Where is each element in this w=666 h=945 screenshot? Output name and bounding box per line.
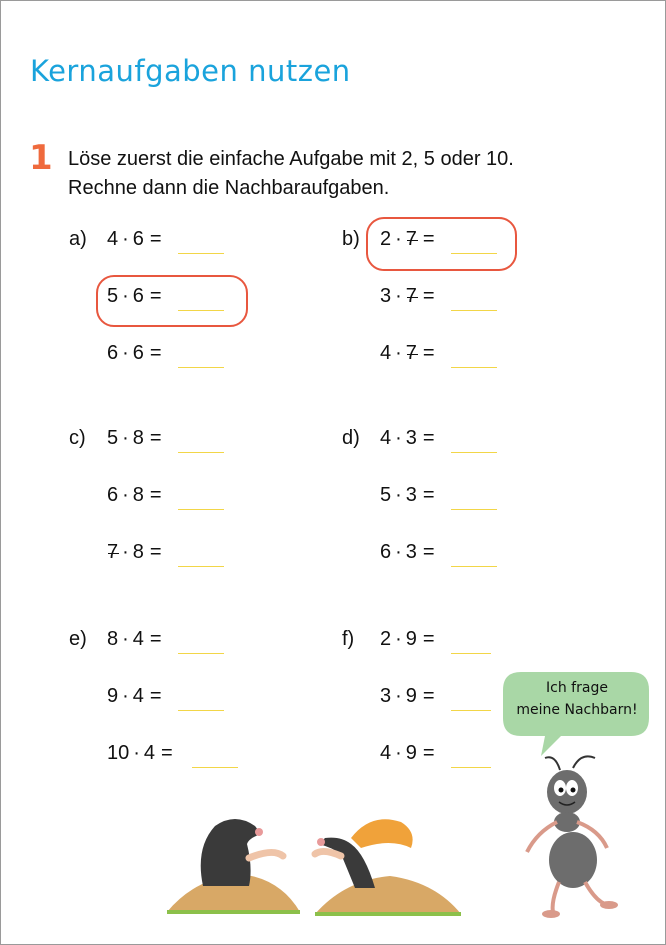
times-sign: · xyxy=(122,541,129,563)
factor-1: 6 xyxy=(380,541,392,563)
multiplication-task xyxy=(107,742,173,765)
times-sign: · xyxy=(395,628,402,650)
factor-1: 10 xyxy=(107,742,130,764)
multiplication-task xyxy=(380,427,435,450)
times-sign: · xyxy=(133,742,140,764)
group-label: b) xyxy=(342,228,360,250)
task-number: 1 xyxy=(29,138,53,178)
core-task-circle-b xyxy=(366,217,517,271)
answer-blank[interactable] xyxy=(451,452,497,453)
times-sign: · xyxy=(395,228,402,250)
equals-sign: = xyxy=(422,342,435,364)
factor-2: 8 xyxy=(132,541,144,563)
times-sign: · xyxy=(395,685,402,707)
equals-sign: = xyxy=(149,685,162,707)
equals-sign: = xyxy=(149,484,162,506)
factor-2: 3 xyxy=(405,484,417,506)
factor-2: 9 xyxy=(405,742,417,764)
answer-blank[interactable] xyxy=(178,509,224,510)
times-sign: · xyxy=(122,628,129,650)
factor-1: 2 xyxy=(380,628,392,650)
ant-illustration xyxy=(515,752,625,922)
factor-2: 6 xyxy=(132,342,144,364)
answer-blank[interactable] xyxy=(451,367,497,368)
answer-blank[interactable] xyxy=(178,452,224,453)
equals-sign: = xyxy=(161,742,173,764)
factor-2: 9 xyxy=(405,685,417,707)
factor-2: 7 xyxy=(405,342,417,364)
factor-1: 6 xyxy=(107,342,119,364)
times-sign: · xyxy=(122,484,129,506)
moles-illustration xyxy=(165,808,465,918)
factor-1: 2 xyxy=(380,228,392,250)
page-title: Kernaufgaben nutzen xyxy=(30,54,351,88)
factor-1: 5 xyxy=(380,484,392,506)
factor-1: 4 xyxy=(380,742,392,764)
answer-blank[interactable] xyxy=(178,566,224,567)
answer-blank[interactable] xyxy=(178,367,224,368)
equals-sign: = xyxy=(422,628,435,650)
equals-sign: = xyxy=(149,427,162,449)
equals-sign: = xyxy=(149,541,162,563)
answer-blank[interactable] xyxy=(178,653,224,654)
times-sign: · xyxy=(395,285,402,307)
times-sign: · xyxy=(122,228,129,250)
equals-sign: = xyxy=(422,742,435,764)
equals-sign: = xyxy=(422,685,435,707)
factor-1: 6 xyxy=(107,484,119,506)
multiplication-task xyxy=(380,685,435,708)
task-instructions xyxy=(68,145,514,203)
times-sign: · xyxy=(395,484,402,506)
equals-sign: = xyxy=(422,228,435,250)
factor-1: 3 xyxy=(380,685,392,707)
factor-2: 3 xyxy=(405,427,417,449)
multiplication-task xyxy=(107,541,162,564)
factor-2: 9 xyxy=(405,628,417,650)
answer-blank[interactable] xyxy=(178,253,224,254)
times-sign: · xyxy=(122,427,129,449)
times-sign: · xyxy=(395,427,402,449)
equals-sign: = xyxy=(149,228,162,250)
times-sign: · xyxy=(122,342,129,364)
group-label: c) xyxy=(69,427,86,449)
speech-line-1: Ich frage xyxy=(546,680,608,696)
multiplication-task xyxy=(380,742,435,765)
factor-2: 6 xyxy=(132,285,144,307)
answer-blank[interactable] xyxy=(451,566,497,567)
speech-bubble-text xyxy=(503,677,651,721)
equals-sign: = xyxy=(149,628,162,650)
times-sign: · xyxy=(395,342,402,364)
multiplication-task xyxy=(380,484,435,507)
multiplication-task xyxy=(380,628,435,651)
equals-sign: = xyxy=(422,285,435,307)
multiplication-task xyxy=(380,342,435,365)
group-label: a) xyxy=(69,228,87,250)
factor-2: 3 xyxy=(405,541,417,563)
equals-sign: = xyxy=(422,484,435,506)
answer-blank[interactable] xyxy=(192,767,238,768)
answer-blank[interactable] xyxy=(451,710,491,711)
multiplication-task xyxy=(107,484,162,507)
factor-2: 4 xyxy=(132,628,144,650)
factor-1: 3 xyxy=(380,285,392,307)
factor-1: 4 xyxy=(380,427,392,449)
group-label: d) xyxy=(342,427,360,449)
multiplication-task xyxy=(107,685,162,708)
group-label: e) xyxy=(69,628,87,650)
factor-2: 8 xyxy=(132,484,144,506)
equals-sign: = xyxy=(149,342,162,364)
factor-2: 8 xyxy=(132,427,144,449)
factor-1: 8 xyxy=(107,628,119,650)
speech-line-2: meine Nachbarn! xyxy=(516,702,638,718)
factor-2: 7 xyxy=(405,285,417,307)
times-sign: · xyxy=(122,285,129,307)
multiplication-task xyxy=(380,285,435,308)
factor-1: 5 xyxy=(107,427,119,449)
answer-blank[interactable] xyxy=(451,310,497,311)
factor-1: 9 xyxy=(107,685,119,707)
factor-1: 5 xyxy=(107,285,119,307)
answer-blank[interactable] xyxy=(178,710,224,711)
instruction-line-1: Löse zuerst die einfache Aufgabe mit 2, 5 oder 10. xyxy=(68,148,514,170)
times-sign: · xyxy=(122,685,129,707)
times-sign: · xyxy=(395,742,402,764)
factor-2: 4 xyxy=(143,742,156,764)
multiplication-task xyxy=(107,228,162,251)
equals-sign: = xyxy=(149,285,162,307)
factor-2: 6 xyxy=(132,228,144,250)
answer-blank[interactable] xyxy=(451,509,497,510)
times-sign: · xyxy=(395,541,402,563)
answer-blank[interactable] xyxy=(451,767,491,768)
answer-blank[interactable] xyxy=(451,653,491,654)
equals-sign: = xyxy=(422,427,435,449)
equals-sign: = xyxy=(422,541,435,563)
multiplication-task xyxy=(107,628,162,651)
factor-1: 7 xyxy=(107,541,119,563)
factor-2: 4 xyxy=(132,685,144,707)
instruction-line-2: Rechne dann die Nachbaraufgaben. xyxy=(68,177,390,199)
group-label: f) xyxy=(342,628,355,650)
multiplication-task xyxy=(107,427,162,450)
factor-1: 4 xyxy=(380,342,392,364)
core-task-circle-a xyxy=(96,275,248,327)
multiplication-task xyxy=(380,541,435,564)
factor-1: 4 xyxy=(107,228,119,250)
multiplication-task xyxy=(107,342,162,365)
factor-2: 7 xyxy=(405,228,417,250)
